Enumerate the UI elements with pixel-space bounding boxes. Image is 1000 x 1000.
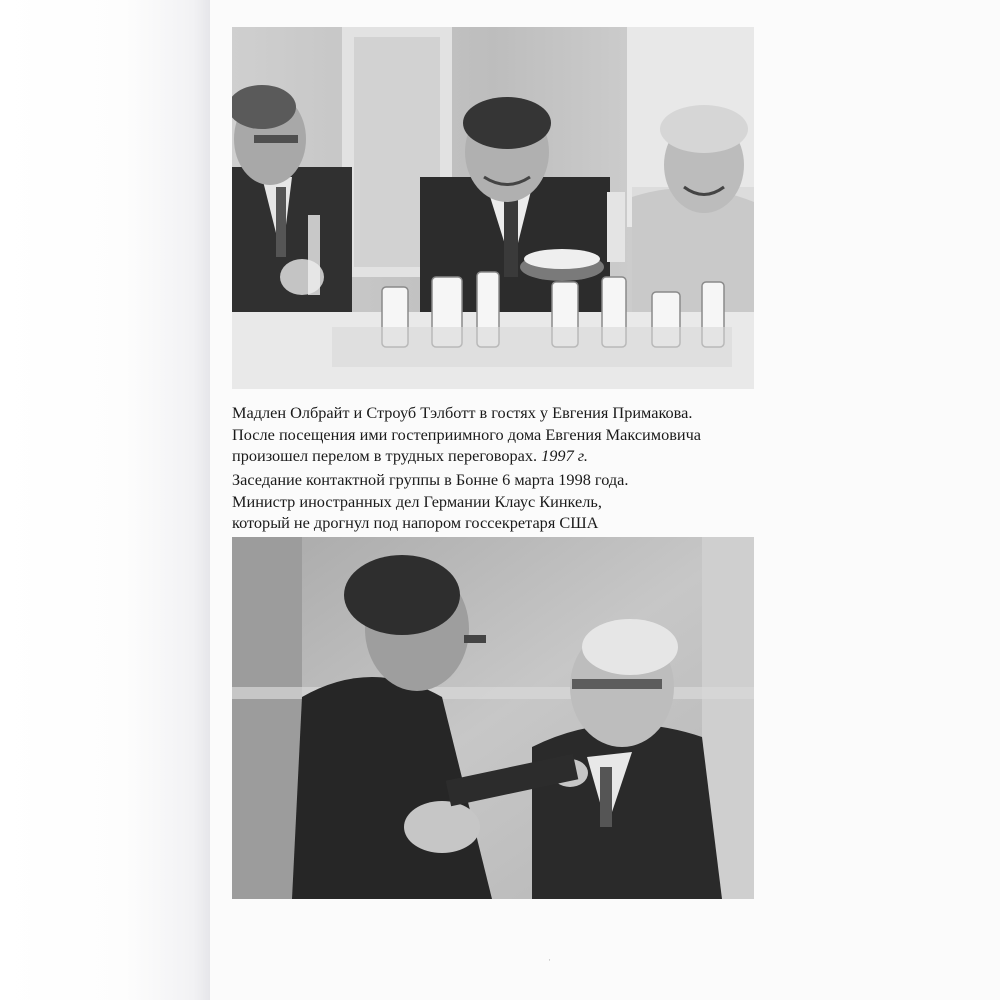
caption-dinner-line-3 [232,445,762,467]
photo-dinner-image [232,27,754,389]
caption-bonn [232,469,762,534]
photo-embrace-image [232,537,754,899]
caption-dinner-line-1: Мадлен Олбрайт и Строуб Тэлботт в гостях у Евгения Примакова. [232,403,693,422]
caption-dinner [232,402,762,467]
caption-dinner-line-2: После посещения ими гостеприимного дома Евгения Максимовича [232,424,702,444]
photo-embrace [232,537,754,899]
caption-bonn-line-2: Министр иностранных дел Германии Клаус Кинкель, [232,491,602,511]
caption-bonn-line-1: Заседание контактной группы в Бонне 6 марта 1998 года. [232,470,629,489]
caption-bonn-line-3: который не дрогнул под напором госсекретаря США [232,513,599,532]
caption-dinner-line-3-text: произошел перелом в трудных переговорах. [232,446,538,465]
page-gutter [0,0,210,1000]
caption-dinner-year: 1997 г. [541,446,588,465]
page-mark: · [548,955,551,965]
photo-dinner [232,27,754,389]
